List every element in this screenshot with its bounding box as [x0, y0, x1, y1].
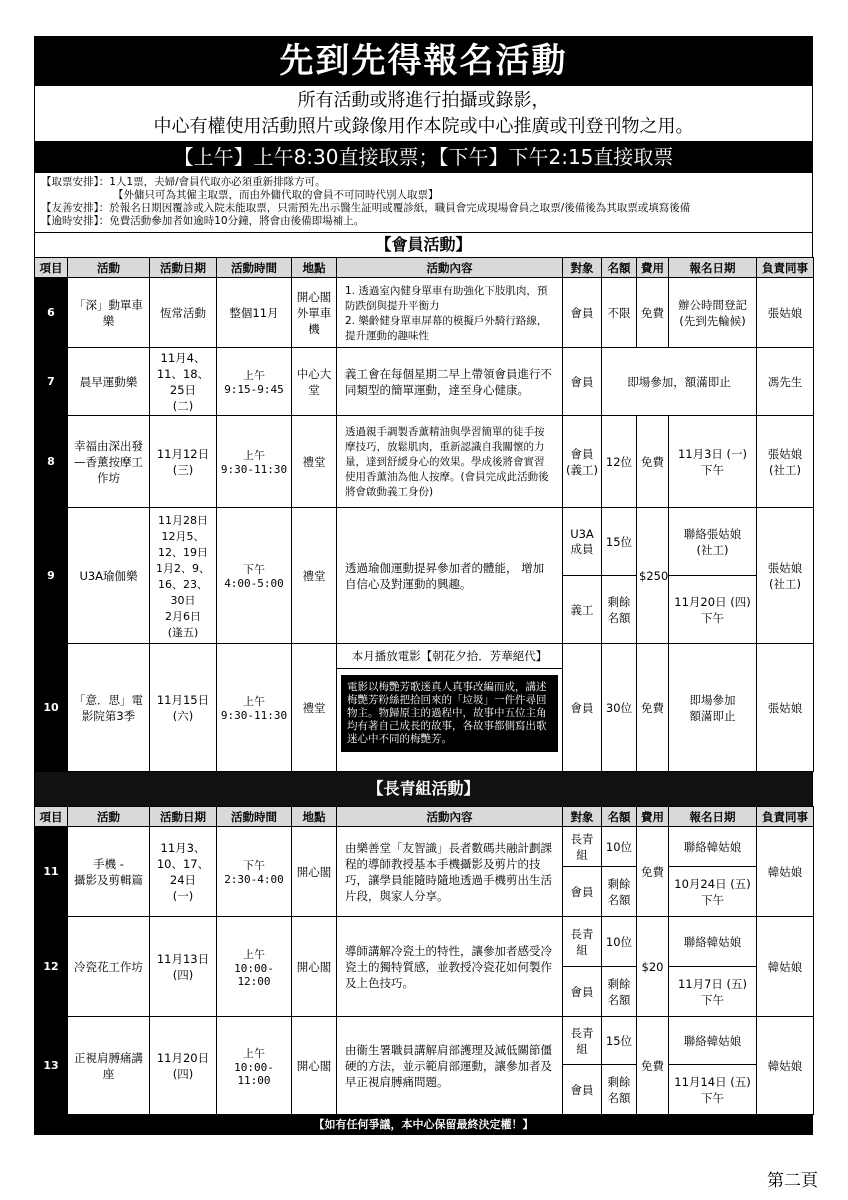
col-no: 項目 — [35, 258, 68, 278]
row-no: 8 — [35, 416, 68, 508]
activity-place: 開心閣 — [292, 1017, 337, 1115]
activity-fee: 免費 — [637, 1017, 669, 1115]
activity-target: 會員 — [563, 967, 602, 1017]
activity-content: 義工會在每個星期二早上帶領會員進行不同類型的簡單運動，達至身心健康。 — [337, 348, 563, 416]
activity-target: 長青組 — [563, 827, 602, 867]
section-elder-title: 【長青組活動】 — [34, 772, 813, 806]
col-fee: 費用 — [637, 807, 669, 827]
col-staff: 負責同事 — [757, 807, 814, 827]
activity-name: 晨早運動樂 — [68, 348, 150, 416]
col-time: 活動時間 — [217, 258, 292, 278]
activity-quota: 30位 — [602, 644, 637, 772]
activity-quota: 剩餘 名額 — [602, 867, 637, 917]
activity-place: 禮堂 — [292, 416, 337, 508]
col-place: 地點 — [292, 258, 337, 278]
disclaimer-footer: 【如有任何爭議，本中心保留最終決定權！】 — [34, 1115, 813, 1135]
row-no: 6 — [35, 278, 68, 348]
activity-target: 長青組 — [563, 917, 602, 967]
activity-staff: 韓姑娘 — [757, 1017, 814, 1115]
activity-signup: 聯絡韓姑娘 — [669, 917, 757, 967]
activity-target: 會員 (義工) — [563, 416, 602, 508]
col-target: 對象 — [563, 807, 602, 827]
page-title: 先到先得報名活動 — [34, 36, 813, 86]
activity-quota: 剩餘 名額 — [602, 1065, 637, 1115]
col-quota: 名額 — [602, 807, 637, 827]
col-content: 活動內容 — [337, 807, 563, 827]
rule-helper: 【外傭只可為其僱主取票，而由外傭代取的會員不可同時代別人取票】 — [113, 189, 439, 201]
row-no: 12 — [35, 917, 68, 1017]
filming-notice — [34, 86, 813, 142]
activity-staff: 張姑娘 (社工) — [757, 508, 814, 644]
activity-content: 由樂善堂「友智識」長者數碼共融計劃課程的導師教授基本手機攝影及剪片的技巧，讓學員能隨時隨地透過手機剪出生活片段，與家人分享。 — [337, 827, 563, 917]
activity-place: 中心大堂 — [292, 348, 337, 416]
activity-fee: 免費 — [637, 416, 669, 508]
col-no: 項目 — [35, 807, 68, 827]
row-no: 10 — [35, 644, 68, 772]
activity-content: 1. 透過室內健身單車有助強化下肢肌肉，預防跌倒與提升平衡力 2. 樂齡健身單車屏幕的模擬戶外騎行路線，提升運動的趣味性 — [337, 278, 563, 348]
table-row — [35, 508, 814, 576]
activity-time: 上午 10:00-12:00 — [217, 917, 292, 1017]
table-header-row — [35, 807, 814, 827]
activity-target: 會員 — [563, 644, 602, 772]
activity-name: 幸福由深出發—香薰按摩工作坊 — [68, 416, 150, 508]
activity-target: 會員 — [563, 348, 602, 416]
col-quota: 名額 — [602, 258, 637, 278]
activity-staff: 張姑娘 — [757, 644, 814, 772]
notice-line-1: 所有活動或將進行拍攝或錄影， — [297, 90, 550, 111]
activity-name: 冷瓷花工作坊 — [68, 917, 150, 1017]
activity-date: 11月15日 (六) — [150, 644, 217, 772]
activity-sheet — [34, 36, 813, 1135]
row-no: 13 — [35, 1017, 68, 1115]
table-header-row — [35, 258, 814, 278]
activity-staff: 張姑娘 (社工) — [757, 416, 814, 508]
activity-staff: 張姑娘 — [757, 278, 814, 348]
row-no: 7 — [35, 348, 68, 416]
table-row — [35, 348, 814, 416]
rule-late: 【逾時安排】：免費活動參加者如逾時10分鐘，將會由後備即場補上。 — [41, 215, 365, 227]
activity-signup: 11月14日 (五) 下午 — [669, 1065, 757, 1115]
activity-target: 長青組 — [563, 1017, 602, 1065]
section-member-title: 【會員活動】 — [34, 233, 813, 257]
activity-quota: 15位 — [602, 508, 637, 576]
activity-signup: 聯絡韓姑娘 — [669, 827, 757, 867]
activity-place: 禮堂 — [292, 508, 337, 644]
notice-line-2: 中心有權使用活動照片或錄像用作本院或中心推廣或刊登刊物之用。 — [153, 116, 694, 137]
activity-target: 義工 — [563, 576, 602, 644]
activity-time: 上午 9:15-9:45 — [217, 348, 292, 416]
activity-signup: 辦公時間登記 (先到先輪候) — [669, 278, 757, 348]
activity-name: U3A瑜伽樂 — [68, 508, 150, 644]
activity-content: 導師講解冷瓷土的特性，讓參加者感受冷瓷土的獨特質感，並教授冷瓷花如何製作及上色技巧。 — [337, 917, 563, 1017]
activity-place: 開心閣 — [292, 917, 337, 1017]
table-row — [35, 416, 814, 508]
table-row — [35, 917, 814, 967]
activity-time: 下午 4:00-5:00 — [217, 508, 292, 644]
col-time: 活動時間 — [217, 807, 292, 827]
activity-walkin: 即場參加，額滿即止 — [602, 348, 757, 416]
rule-ticket: 【取票安排】：1人1票，夫婦/會員代取亦必須重新排隊方可。 — [41, 176, 326, 188]
activity-quota: 15位 — [602, 1017, 637, 1065]
activity-content: 由衞生署職員講解肩部護理及減低關節僵硬的方法，並示範肩部運動，讓參加者及早正視肩膊痛問題。 — [337, 1017, 563, 1115]
activity-time: 上午 9:30-11:30 — [217, 416, 292, 508]
activity-time: 整個11月 — [217, 278, 292, 348]
activity-fee: 免費 — [637, 644, 669, 772]
activity-date: 11月3、10、17、24日 (一) — [150, 827, 217, 917]
activity-date: 11月28日 12月5、12、19日 1月2、9、16、23、30日 2月6日 (逢五) — [150, 508, 217, 644]
activity-signup: 11月20日 (四) 下午 — [669, 576, 757, 644]
activity-staff: 韓姑娘 — [757, 827, 814, 917]
col-date: 活動日期 — [150, 807, 217, 827]
ticket-times: 【上午】上午8:30直接取票；【下午】下午2:15直接取票 — [34, 142, 813, 173]
activity-quota: 剩餘 名額 — [602, 967, 637, 1017]
activity-content: 透過親手調製香薰精油與學習簡單的徒手按摩技巧，放鬆肌肉，重新認識自我關懷的力量，達到舒緩身心的效果。學成後將會實習使用香薰油為他人按摩。(會員完成此活動後將會啟動義工身份) — [337, 416, 563, 508]
table-row — [35, 1017, 814, 1065]
activity-date: 11月13日 (四) — [150, 917, 217, 1017]
activity-target: 會員 — [563, 1065, 602, 1115]
activity-staff: 馮先生 — [757, 348, 814, 416]
activity-target: 會員 — [563, 867, 602, 917]
movie-title: 本月播放電影【朝花夕拾．芳華絕代】 — [337, 644, 562, 669]
activity-fee: 免費 — [637, 827, 669, 917]
col-activity: 活動 — [68, 807, 150, 827]
col-signup: 報名日期 — [669, 258, 757, 278]
activity-fee: 免費 — [637, 278, 669, 348]
rules-box — [34, 173, 813, 233]
activity-place: 禮堂 — [292, 644, 337, 772]
activity-quota: 10位 — [602, 917, 637, 967]
activity-signup: 10月24日 (五) 下午 — [669, 867, 757, 917]
movie-description: 電影以梅艷芳歌迷真人真事改編而成，講述梅艷芳粉絲把拾回來的「垃圾」一件件尋回物主。物歸原主的過程中，故事中五位主角均有著自己成長的故事，各故事都側寫出歌迷心中不同的梅艷芳。 — [341, 675, 558, 752]
activity-staff: 韓姑娘 — [757, 917, 814, 1017]
activity-signup: 聯絡張姑娘 (社工) — [669, 508, 757, 576]
activity-fee: $250 — [637, 508, 669, 644]
table-row — [35, 827, 814, 867]
activity-signup: 聯絡韓姑娘 — [669, 1017, 757, 1065]
activity-date: 11月12日 (三) — [150, 416, 217, 508]
activity-name: 「深」動單車樂 — [68, 278, 150, 348]
activity-quota: 12位 — [602, 416, 637, 508]
activity-name: 正視肩膊痛講座 — [68, 1017, 150, 1115]
activity-quota: 剩餘 名額 — [602, 576, 637, 644]
activity-content: 透過瑜伽運動提昇參加者的體能， 增加自信心及對運動的興趣。 — [337, 508, 563, 644]
activity-place: 開心閣外單車機 — [292, 278, 337, 348]
activity-signup: 11月7日 (五) 下午 — [669, 967, 757, 1017]
activity-name: 「意．思」電影院第3季 — [68, 644, 150, 772]
activity-date: 恆常活動 — [150, 278, 217, 348]
activity-date: 11月4、11、18、25日 (二) — [150, 348, 217, 416]
col-signup: 報名日期 — [669, 807, 757, 827]
row-no: 11 — [35, 827, 68, 917]
row-no: 9 — [35, 508, 68, 644]
activity-quota: 不限 — [602, 278, 637, 348]
activity-quota: 10位 — [602, 827, 637, 867]
member-activities-table — [34, 257, 814, 772]
activity-time: 上午 10:00-11:00 — [217, 1017, 292, 1115]
activity-place: 開心閣 — [292, 827, 337, 917]
col-place: 地點 — [292, 807, 337, 827]
table-row — [35, 278, 814, 348]
activity-content — [337, 644, 563, 772]
elder-activities-table — [34, 806, 814, 1115]
col-fee: 費用 — [637, 258, 669, 278]
col-content: 活動內容 — [337, 258, 563, 278]
activity-target: 會員 — [563, 278, 602, 348]
activity-signup: 即場參加 額滿即止 — [669, 644, 757, 772]
activity-target: U3A 成員 — [563, 508, 602, 576]
table-row — [35, 644, 814, 772]
activity-time: 下午 2:30-4:00 — [217, 827, 292, 917]
activity-date: 11月20日 (四) — [150, 1017, 217, 1115]
col-date: 活動日期 — [150, 258, 217, 278]
activity-name: 手機 - 攝影及剪輯篇 — [68, 827, 150, 917]
page-number: 第二頁 — [767, 1171, 818, 1191]
col-staff: 負責同事 — [757, 258, 814, 278]
activity-time: 上午 9:30-11:30 — [217, 644, 292, 772]
rule-friendly: 【友善安排】：於報名日期因覆診或入院未能取票，只需預先出示醫生証明或覆診紙，職員會完成現場會員之取票/後備後為其取票或填寫後備 — [41, 202, 691, 214]
activity-signup: 11月3日 (一) 下午 — [669, 416, 757, 508]
col-activity: 活動 — [68, 258, 150, 278]
activity-fee: $20 — [637, 917, 669, 1017]
col-target: 對象 — [563, 258, 602, 278]
